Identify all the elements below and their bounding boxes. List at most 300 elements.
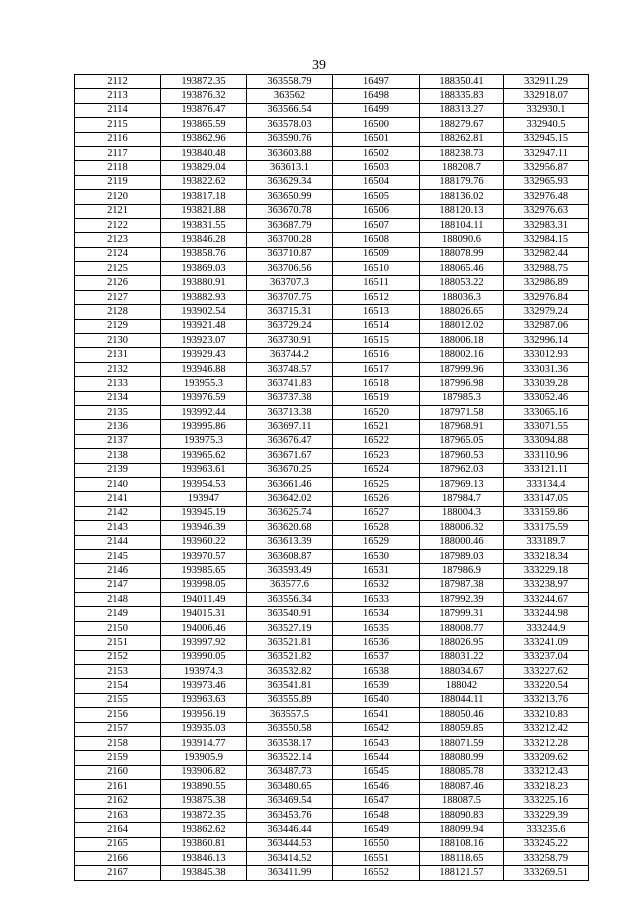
table-cell-col2: 193862.96 (161, 132, 247, 146)
table-cell-col1: 2132 (75, 362, 161, 376)
table-cell-col3: 363566.54 (247, 103, 333, 117)
table-cell-col6: 333110.96 (504, 449, 589, 463)
table-cell-col2: 193923.07 (161, 334, 247, 348)
table-cell-col4: 16544 (333, 751, 420, 765)
table-row (75, 103, 589, 117)
table-cell-col4: 16510 (333, 262, 420, 276)
table-cell-col5: 188036.3 (420, 290, 504, 304)
table-cell-col6: 332918.07 (504, 89, 589, 103)
table-cell-col1: 2112 (75, 75, 161, 89)
table-row (75, 492, 589, 506)
table-cell-col6: 333220.54 (504, 679, 589, 693)
table-cell-col2: 193865.59 (161, 118, 247, 132)
table-cell-col2: 193872.35 (161, 75, 247, 89)
table-cell-col4: 16538 (333, 665, 420, 679)
table-cell-col3: 363527.19 (247, 621, 333, 635)
table-cell-col1: 2145 (75, 549, 161, 563)
table-cell-col3: 363625.74 (247, 506, 333, 520)
table-row (75, 161, 589, 175)
table-cell-col2: 193947 (161, 492, 247, 506)
table-cell-col6: 333218.23 (504, 780, 589, 794)
table-cell-col1: 2117 (75, 146, 161, 160)
table-cell-col6: 333212.43 (504, 765, 589, 779)
table-row (75, 708, 589, 722)
table-cell-col1: 2166 (75, 852, 161, 866)
table-cell-col5: 187985.3 (420, 391, 504, 405)
table-cell-col2: 193817.18 (161, 190, 247, 204)
table-cell-col1: 2152 (75, 650, 161, 664)
table-cell-col3: 363414.52 (247, 852, 333, 866)
table-cell-col6: 332945.15 (504, 132, 589, 146)
table-row (75, 693, 589, 707)
table-cell-col1: 2131 (75, 348, 161, 362)
table-cell-col2: 193846.28 (161, 233, 247, 247)
table-cell-col2: 193840.48 (161, 146, 247, 160)
table-cell-col3: 363411.99 (247, 866, 333, 880)
table-cell-col5: 188053.22 (420, 276, 504, 290)
table-cell-col6: 333269.51 (504, 866, 589, 880)
table-cell-col2: 193992.44 (161, 405, 247, 419)
table-cell-col4: 16545 (333, 765, 420, 779)
table-cell-col4: 16548 (333, 808, 420, 822)
table-cell-col3: 363522.14 (247, 751, 333, 765)
table-cell-col2: 193862.62 (161, 823, 247, 837)
table-cell-col4: 16530 (333, 549, 420, 563)
table-cell-col2: 194015.31 (161, 607, 247, 621)
page-number: 39 (312, 58, 326, 73)
table-row (75, 175, 589, 189)
table-cell-col3: 363446.44 (247, 823, 333, 837)
table-cell-col3: 363521.82 (247, 650, 333, 664)
table-cell-col4: 16535 (333, 621, 420, 635)
table-cell-col4: 16536 (333, 636, 420, 650)
table-row (75, 506, 589, 520)
table-cell-col1: 2120 (75, 190, 161, 204)
table-cell-col1: 2165 (75, 837, 161, 851)
table-cell-col3: 363469.54 (247, 794, 333, 808)
table-cell-col1: 2142 (75, 506, 161, 520)
table-cell-col5: 187986.9 (420, 564, 504, 578)
table-row (75, 679, 589, 693)
table-cell-col1: 2160 (75, 765, 161, 779)
table-cell-col3: 363555.89 (247, 693, 333, 707)
table-cell-col6: 332984.15 (504, 233, 589, 247)
table-cell-col4: 16522 (333, 434, 420, 448)
table-row (75, 722, 589, 736)
table-cell-col3: 363744.2 (247, 348, 333, 362)
table-row (75, 780, 589, 794)
table-cell-col1: 2114 (75, 103, 161, 117)
table-cell-col2: 193946.88 (161, 362, 247, 376)
table-cell-col5: 187984.7 (420, 492, 504, 506)
table-cell-col2: 194011.49 (161, 593, 247, 607)
table-cell-col5: 188031.22 (420, 650, 504, 664)
table-cell-col4: 16550 (333, 837, 420, 851)
table-cell-col5: 188026.95 (420, 636, 504, 650)
table-cell-col2: 193860.81 (161, 837, 247, 851)
table-cell-col4: 16549 (333, 823, 420, 837)
table-cell-col6: 333244.98 (504, 607, 589, 621)
table-cell-col4: 16512 (333, 290, 420, 304)
table-cell-col2: 193822.62 (161, 175, 247, 189)
table-cell-col4: 16531 (333, 564, 420, 578)
table-cell-col2: 193876.32 (161, 89, 247, 103)
table-cell-col6: 333229.39 (504, 808, 589, 822)
table-cell-col5: 188121.57 (420, 866, 504, 880)
table-cell-col3: 363713.38 (247, 405, 333, 419)
table-cell-col4: 16526 (333, 492, 420, 506)
table-cell-col6: 332976.84 (504, 290, 589, 304)
table-cell-col3: 363540.91 (247, 607, 333, 621)
table-cell-col5: 188006.32 (420, 521, 504, 535)
table-row (75, 118, 589, 132)
table-cell-col1: 2134 (75, 391, 161, 405)
table-cell-col3: 363707.75 (247, 290, 333, 304)
table-cell-col2: 193875.38 (161, 794, 247, 808)
table-cell-col2: 193990.05 (161, 650, 247, 664)
table-cell-col2: 193905.9 (161, 751, 247, 765)
table-cell-col3: 363741.83 (247, 377, 333, 391)
table-cell-col2: 193955.3 (161, 377, 247, 391)
table-row (75, 751, 589, 765)
table-cell-col6: 333210.83 (504, 708, 589, 722)
table-row (75, 549, 589, 563)
table-cell-col6: 332983.31 (504, 218, 589, 232)
table-cell-col4: 16523 (333, 449, 420, 463)
table-cell-col1: 2126 (75, 276, 161, 290)
table-cell-col6: 333147.05 (504, 492, 589, 506)
table-cell-col4: 16525 (333, 477, 420, 491)
table-cell-col2: 193876.47 (161, 103, 247, 117)
table-cell-col3: 363748.57 (247, 362, 333, 376)
table-cell-col6: 333218.34 (504, 549, 589, 563)
table-cell-col6: 333121.11 (504, 463, 589, 477)
table-cell-col6: 332987.06 (504, 319, 589, 333)
table-cell-col3: 363642.02 (247, 492, 333, 506)
table-row (75, 636, 589, 650)
table-row (75, 132, 589, 146)
table-cell-col5: 188085.78 (420, 765, 504, 779)
table-cell-col6: 333244.9 (504, 621, 589, 635)
table-row (75, 852, 589, 866)
table-cell-col5: 188059.85 (420, 722, 504, 736)
table-cell-col1: 2154 (75, 679, 161, 693)
table-cell-col3: 363671.67 (247, 449, 333, 463)
table-cell-col4: 16534 (333, 607, 420, 621)
table-cell-col2: 193965.62 (161, 449, 247, 463)
table-cell-col6: 332979.24 (504, 305, 589, 319)
coordinates-table-body (75, 75, 589, 881)
table-cell-col1: 2139 (75, 463, 161, 477)
table-row (75, 578, 589, 592)
coordinates-table (74, 74, 589, 881)
table-row (75, 794, 589, 808)
table-cell-col2: 193902.54 (161, 305, 247, 319)
table-cell-col1: 2155 (75, 693, 161, 707)
table-cell-col1: 2136 (75, 420, 161, 434)
table-cell-col1: 2159 (75, 751, 161, 765)
table-cell-col2: 193954.53 (161, 477, 247, 491)
table-row (75, 262, 589, 276)
table-cell-col6: 333225.16 (504, 794, 589, 808)
table-cell-col4: 16504 (333, 175, 420, 189)
table-row (75, 190, 589, 204)
table-cell-col1: 2123 (75, 233, 161, 247)
table-cell-col4: 16541 (333, 708, 420, 722)
table-cell-col2: 194006.46 (161, 621, 247, 635)
table-cell-col1: 2156 (75, 708, 161, 722)
table-cell-col3: 363613.39 (247, 535, 333, 549)
table-cell-col4: 16533 (333, 593, 420, 607)
table-cell-col1: 2164 (75, 823, 161, 837)
table-row (75, 391, 589, 405)
table-row (75, 521, 589, 535)
table-row (75, 449, 589, 463)
table-cell-col3: 363676.47 (247, 434, 333, 448)
table-cell-col4: 16497 (333, 75, 420, 89)
table-cell-col5: 188071.59 (420, 736, 504, 750)
table-cell-col2: 193963.63 (161, 693, 247, 707)
table-cell-col4: 16546 (333, 780, 420, 794)
table-cell-col4: 16518 (333, 377, 420, 391)
table-cell-col3: 363538.17 (247, 736, 333, 750)
table-cell-col1: 2137 (75, 434, 161, 448)
table-cell-col2: 193985.65 (161, 564, 247, 578)
table-cell-col5: 188026.65 (420, 305, 504, 319)
table-cell-col1: 2140 (75, 477, 161, 491)
table-cell-col6: 332947.11 (504, 146, 589, 160)
table-cell-col4: 16547 (333, 794, 420, 808)
table-row (75, 89, 589, 103)
table-cell-col3: 363737.38 (247, 391, 333, 405)
table-cell-col1: 2144 (75, 535, 161, 549)
table-row (75, 290, 589, 304)
table-cell-col1: 2151 (75, 636, 161, 650)
table-cell-col4: 16500 (333, 118, 420, 132)
table-cell-col6: 333065.16 (504, 405, 589, 419)
table-cell-col4: 16532 (333, 578, 420, 592)
table-cell-col1: 2130 (75, 334, 161, 348)
table-cell-col3: 363521.81 (247, 636, 333, 650)
table-cell-col1: 2141 (75, 492, 161, 506)
table-cell-col2: 193872.35 (161, 808, 247, 822)
table-cell-col2: 193929.43 (161, 348, 247, 362)
table-cell-col4: 16505 (333, 190, 420, 204)
table-cell-col5: 188118.65 (420, 852, 504, 866)
table-cell-col2: 193998.05 (161, 578, 247, 592)
table-cell-col6: 333212.42 (504, 722, 589, 736)
table-cell-col6: 332930.1 (504, 103, 589, 117)
table-row (75, 305, 589, 319)
table-cell-col6: 333212.28 (504, 736, 589, 750)
table-cell-col6: 333227.62 (504, 665, 589, 679)
table-cell-col2: 193975.3 (161, 434, 247, 448)
table-row (75, 405, 589, 419)
table-cell-col4: 16508 (333, 233, 420, 247)
table-row (75, 233, 589, 247)
table-cell-col5: 188136.02 (420, 190, 504, 204)
table-cell-col5: 187999.96 (420, 362, 504, 376)
table-cell-col2: 193914.77 (161, 736, 247, 750)
table-row (75, 434, 589, 448)
table-cell-col2: 193882.93 (161, 290, 247, 304)
table-cell-col1: 2143 (75, 521, 161, 535)
table-cell-col6: 333012.93 (504, 348, 589, 362)
table-cell-col5: 188044.11 (420, 693, 504, 707)
table-cell-col2: 193973.46 (161, 679, 247, 693)
table-cell-col3: 363550.58 (247, 722, 333, 736)
table-cell-col4: 16520 (333, 405, 420, 419)
table-cell-col5: 188120.13 (420, 204, 504, 218)
table-cell-col5: 188208.7 (420, 161, 504, 175)
table-cell-col2: 193974.3 (161, 665, 247, 679)
table-cell-col5: 188104.11 (420, 218, 504, 232)
table-cell-col5: 187965.05 (420, 434, 504, 448)
table-cell-col3: 363700.28 (247, 233, 333, 247)
table-cell-col2: 193956.19 (161, 708, 247, 722)
table-cell-col5: 188012.02 (420, 319, 504, 333)
table-cell-col5: 187999.31 (420, 607, 504, 621)
table-cell-col5: 187962.03 (420, 463, 504, 477)
table-cell-col5: 188238.73 (420, 146, 504, 160)
table-cell-col2: 193995.86 (161, 420, 247, 434)
table-cell-col5: 188008.77 (420, 621, 504, 635)
table-row (75, 665, 589, 679)
table-cell-col1: 2115 (75, 118, 161, 132)
table-cell-col6: 333071.55 (504, 420, 589, 434)
table-cell-col3: 363670.25 (247, 463, 333, 477)
table-cell-col5: 188078.99 (420, 247, 504, 261)
table-cell-col6: 333229.18 (504, 564, 589, 578)
table-cell-col1: 2163 (75, 808, 161, 822)
table-row (75, 334, 589, 348)
table-cell-col3: 363670.78 (247, 204, 333, 218)
table-cell-col1: 2157 (75, 722, 161, 736)
table-cell-col6: 333235.6 (504, 823, 589, 837)
table-row (75, 204, 589, 218)
table-cell-col2: 193945.19 (161, 506, 247, 520)
table-row (75, 837, 589, 851)
table-cell-col3: 363608.87 (247, 549, 333, 563)
table-cell-col4: 16516 (333, 348, 420, 362)
table-cell-col2: 193829.04 (161, 161, 247, 175)
table-cell-col4: 16537 (333, 650, 420, 664)
table-row (75, 276, 589, 290)
table-cell-col3: 363541.81 (247, 679, 333, 693)
table-cell-col3: 363650.99 (247, 190, 333, 204)
table-row (75, 564, 589, 578)
table-cell-col3: 363706.56 (247, 262, 333, 276)
table-cell-col1: 2125 (75, 262, 161, 276)
table-cell-col2: 193946.39 (161, 521, 247, 535)
table-cell-col6: 333237.04 (504, 650, 589, 664)
table-cell-col6: 333258.79 (504, 852, 589, 866)
table-cell-col5: 187992.39 (420, 593, 504, 607)
table-cell-col2: 193880.91 (161, 276, 247, 290)
table-cell-col2: 193976.59 (161, 391, 247, 405)
table-row (75, 420, 589, 434)
table-cell-col3: 363715.31 (247, 305, 333, 319)
table-row (75, 808, 589, 822)
table-cell-col1: 2150 (75, 621, 161, 635)
table-cell-col1: 2135 (75, 405, 161, 419)
table-cell-col5: 188090.83 (420, 808, 504, 822)
table-cell-col4: 16511 (333, 276, 420, 290)
table-cell-col4: 16498 (333, 89, 420, 103)
table-cell-col1: 2133 (75, 377, 161, 391)
table-cell-col5: 187996.98 (420, 377, 504, 391)
table-cell-col5: 187969.13 (420, 477, 504, 491)
table-cell-col5: 188000.46 (420, 535, 504, 549)
table-cell-col6: 333189.7 (504, 535, 589, 549)
table-cell-col6: 332982.44 (504, 247, 589, 261)
table-row (75, 477, 589, 491)
table-cell-col4: 16527 (333, 506, 420, 520)
table-cell-col2: 193846.13 (161, 852, 247, 866)
table-cell-col1: 2149 (75, 607, 161, 621)
table-cell-col1: 2128 (75, 305, 161, 319)
table-cell-col5: 188313.27 (420, 103, 504, 117)
table-cell-col3: 363444.53 (247, 837, 333, 851)
table-cell-col3: 363661.46 (247, 477, 333, 491)
table-cell-col1: 2153 (75, 665, 161, 679)
table-cell-col1: 2148 (75, 593, 161, 607)
table-cell-col5: 188087.46 (420, 780, 504, 794)
table-cell-col6: 333213.76 (504, 693, 589, 707)
table-cell-col3: 363562 (247, 89, 333, 103)
table-cell-col6: 333134.4 (504, 477, 589, 491)
table-cell-col6: 332986.89 (504, 276, 589, 290)
table-row (75, 75, 589, 89)
table-cell-col6: 333244.67 (504, 593, 589, 607)
table-cell-col3: 363730.91 (247, 334, 333, 348)
table-cell-col5: 188279.67 (420, 118, 504, 132)
table-cell-col4: 16509 (333, 247, 420, 261)
table-cell-col2: 193858.76 (161, 247, 247, 261)
table-cell-col6: 332988.75 (504, 262, 589, 276)
table-cell-col3: 363629.34 (247, 175, 333, 189)
table-cell-col2: 193963.61 (161, 463, 247, 477)
table-cell-col3: 363556.34 (247, 593, 333, 607)
table-cell-col1: 2116 (75, 132, 161, 146)
table-row (75, 650, 589, 664)
table-cell-col6: 332940.5 (504, 118, 589, 132)
table-row (75, 218, 589, 232)
table-cell-col6: 333031.36 (504, 362, 589, 376)
table-cell-col1: 2146 (75, 564, 161, 578)
table-cell-col4: 16543 (333, 736, 420, 750)
table-cell-col4: 16521 (333, 420, 420, 434)
table-cell-col3: 363593.49 (247, 564, 333, 578)
table-cell-col2: 193831.55 (161, 218, 247, 232)
table-cell-col5: 187989.03 (420, 549, 504, 563)
table-cell-col1: 2162 (75, 794, 161, 808)
table-row (75, 377, 589, 391)
table-row (75, 866, 589, 880)
table-row (75, 319, 589, 333)
table-cell-col5: 188350.41 (420, 75, 504, 89)
table-row (75, 362, 589, 376)
table-row (75, 736, 589, 750)
table-cell-col5: 188179.76 (420, 175, 504, 189)
table-cell-col3: 363620.68 (247, 521, 333, 535)
table-cell-col2: 193935.03 (161, 722, 247, 736)
table-cell-col2: 193821.88 (161, 204, 247, 218)
table-cell-col3: 363578.03 (247, 118, 333, 132)
table-cell-col2: 193906.82 (161, 765, 247, 779)
table-cell-col4: 16539 (333, 679, 420, 693)
table-cell-col6: 333052.46 (504, 391, 589, 405)
